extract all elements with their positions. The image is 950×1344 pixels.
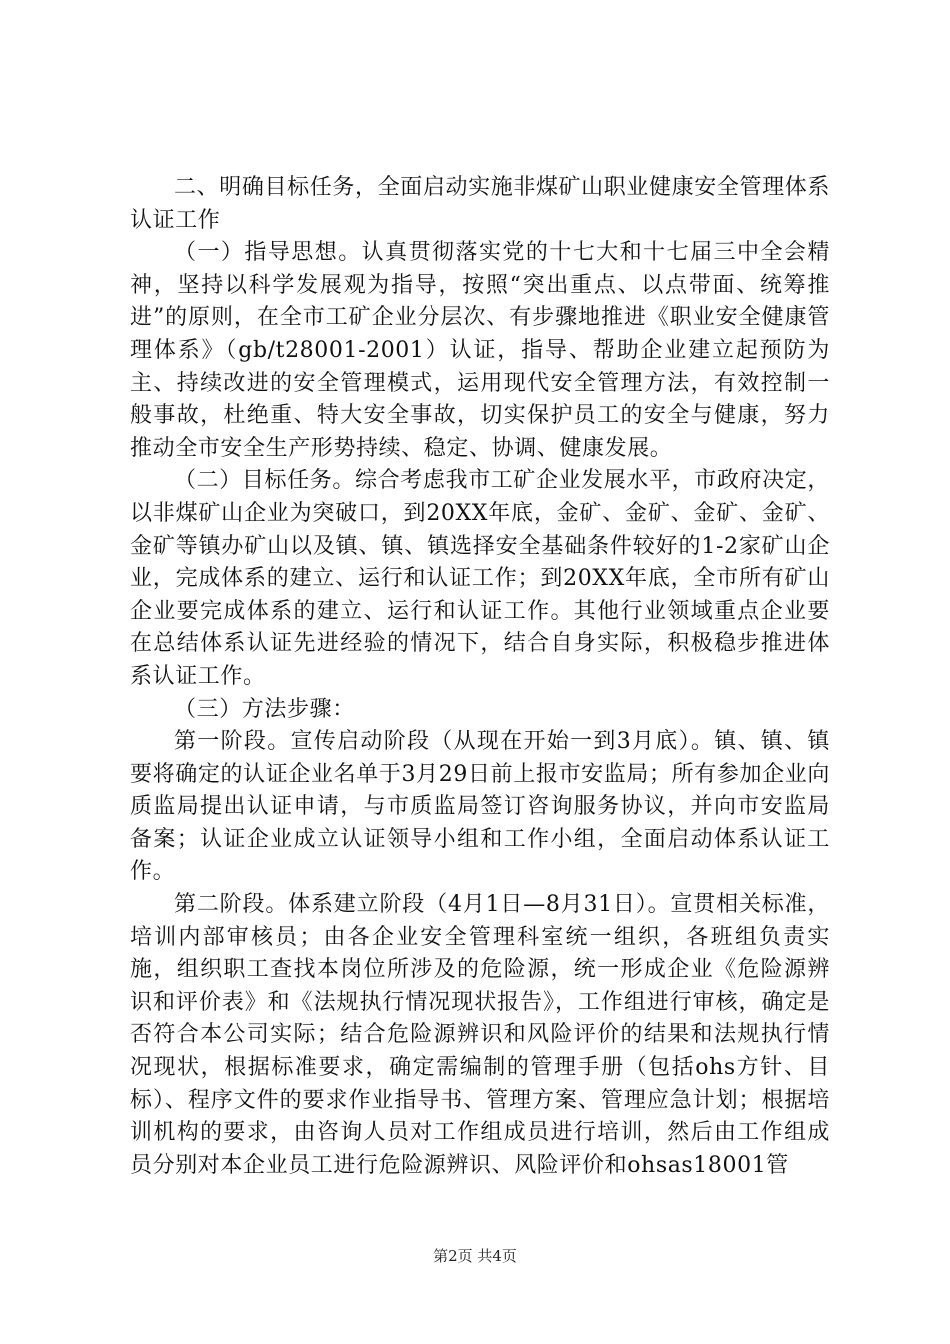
paragraph-stage-one: 第一阶段。宣传启动阶段（从现在开始一到3月底）。镇、镇、镇要将确定的认证企业名单于3月29日前上报市安监局；所有参加企业向质监局提出认证申请，与市质监局签订咨询服务协议，并向市安监局备案；认证企业成立认证领导小组和工作小组，全面启动体系认证工作。 xyxy=(130,729,830,885)
paragraph-method-steps-heading: （三）方法步骤： xyxy=(174,696,355,722)
paragraph-goals-tasks: （二）目标任务。综合考虑我市工矿企业发展水平，市政府决定，以非煤矿山企业为突破口，到20XX年底，金矿、金矿、金矿、金矿、金矿等镇办矿山以及镇、镇、镇选择安全基础条件较好的1-2家矿山企业，完成体系的建立、运行和认证工作；到20XX年底，全市所有矿山企业要完成体系的建立、运行和认证工作。其他行业领域重点企业要在总结体系认证先进经验的情况下，结合自身实际，积极稳步推进体系认证工作。 xyxy=(130,468,830,689)
paragraph-stage-two: 第二阶段。体系建立阶段（4月1日—8月31日）。宣贯相关标准，培训内部审核员；由各企业安全管理科室统一组织，各班组负责实施，组织职工查找本岗位所涉及的危险源，统一形成企业《危险源辨识和评价表》和《法规执行情况现状报告》，工作组进行审核，确定是否符合本公司实际；结合危险源辨识和风险评价的结果和法规执行情况现状，根据标准要求，确定需编制的管理手册（包括ohs方针、目标）、程序文件的要求作业指导书、管理方案、管理应急计划；根据培训机构的要求，由咨询人员对工作组成员进行培训，然后由工作组成员分别对本企业员工进行危险源辨识、风险评价和ohsas18001管 xyxy=(130,892,830,1178)
document-body xyxy=(130,172,830,1182)
page-footer: 第2页 共4页 xyxy=(433,1247,517,1265)
section-heading-two: 二、明确目标任务，全面启动实施非煤矿山职业健康安全管理体系认证工作 xyxy=(130,175,830,233)
paragraph-guiding-thought: （一）指导思想。认真贯彻落实党的十七大和十七届三中全会精神，坚持以科学发展观为指导，按照“突出重点、以点带面、统筹推进”的原则，在全市工矿企业分层次、有步骤地推进《职业安全健康管理体系》（gb/t28001-2001）认证，指导、帮助企业建立起预防为主、持续改进的安全管理模式，运用现代安全管理方法，有效控制一般事故，杜绝重、特大安全事故，切实保护员工的安全与健康，努力推动全市安全生产形势持续、稳定、协调、健康发展。 xyxy=(130,240,830,461)
